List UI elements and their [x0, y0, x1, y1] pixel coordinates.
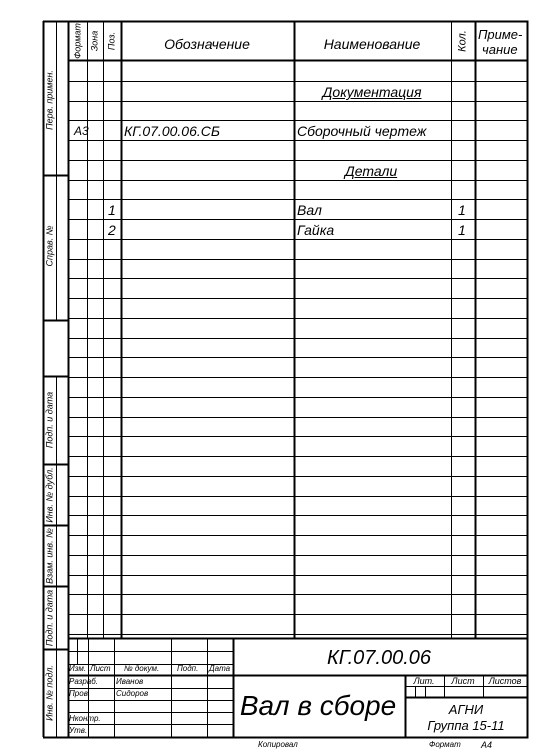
doc-designation: КГ.07.00.06.СБ — [124, 123, 220, 139]
side-sign-date-2: Подп. и дата — [44, 589, 55, 647]
sheet-label: Лист — [451, 676, 475, 686]
razrab-label: Разраб. — [69, 677, 98, 686]
header-zone: Зона — [89, 30, 100, 52]
doc-format: А3 — [74, 124, 89, 138]
header-note-line1: Приме- — [478, 27, 523, 42]
title-block-title: Вал в сборе — [239, 690, 397, 721]
lit-label: Лит. — [413, 676, 435, 686]
sheets-label: Листов — [488, 676, 522, 686]
side-sign-date-1: Подп. и дата — [44, 391, 55, 449]
utv-label: Утв. — [69, 726, 88, 735]
side-ref-no: Справ. № — [44, 225, 55, 267]
razrab-name: Иванов — [116, 677, 144, 686]
title-block-code: КГ.07.00.06 — [326, 647, 432, 669]
header-pos: Поз. — [106, 31, 117, 51]
section-documentation: Документация — [322, 84, 422, 100]
nkontr-label: Нконтр. — [69, 714, 101, 723]
prov-label: Пров. — [69, 689, 91, 698]
col-list: Лист — [90, 664, 111, 673]
col-sign: Подп. — [177, 664, 199, 673]
side-repl-inv: Взам. инв. № — [44, 528, 55, 584]
part1-qty: 1 — [458, 202, 466, 218]
header-designation: Обозначение — [164, 36, 250, 52]
side-dupl-inv: Инв. № дубл. — [44, 467, 55, 523]
col-date: Дата — [209, 664, 231, 673]
header-qty: Кол. — [456, 30, 469, 52]
footer-format-label: Формат — [429, 740, 461, 749]
part2-name: Гайка — [297, 222, 335, 238]
doc-name: Сборочный чертеж — [297, 123, 427, 139]
part1-name: Вал — [297, 202, 322, 218]
col-izm: Изм. — [69, 664, 87, 673]
section-parts: Детали — [344, 163, 398, 179]
part2-pos: 2 — [108, 222, 116, 238]
part2-qty: 1 — [458, 222, 466, 238]
org-name: АГНИ — [448, 702, 484, 717]
header-format: Формат — [72, 23, 83, 59]
group-name: Группа 15-11 — [427, 718, 505, 733]
header-note-line2: чание — [482, 42, 518, 57]
part1-pos: 1 — [108, 202, 116, 218]
side-orig-inv: Инв. № подл. — [44, 665, 55, 721]
col-docnum: № докум. — [124, 664, 160, 673]
side-first-use: Перв. примен. — [44, 70, 55, 130]
footer-copied: Копировал — [258, 740, 298, 749]
header-name: Наименование — [323, 36, 421, 52]
footer-format-value: А4 — [481, 740, 493, 750]
prov-name: Сидоров — [116, 689, 149, 698]
